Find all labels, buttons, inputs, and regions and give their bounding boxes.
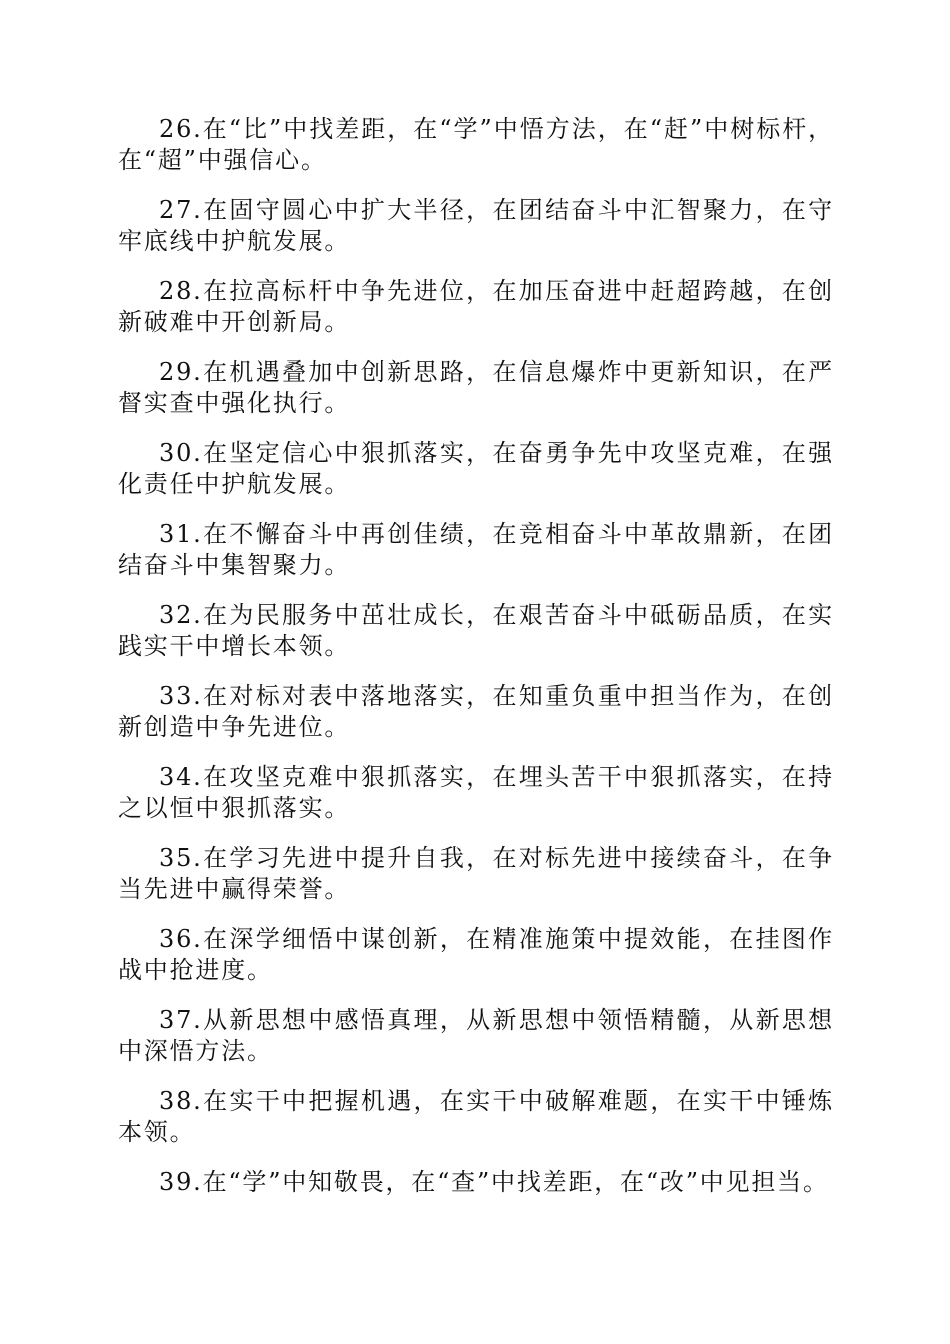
paragraph-37: 37.从新思想中感悟真理，从新思想中领悟精髓，从新思想中深悟方法。 xyxy=(118,1006,834,1065)
paragraph-28: 28.在拉高标杆中争先进位，在加压奋进中赶超跨越，在创新破难中开创新局。 xyxy=(118,277,834,336)
paragraph-30: 30.在坚定信心中狠抓落实，在奋勇争先中攻坚克难，在强化责任中护航发展。 xyxy=(118,439,834,498)
paragraph-29: 29.在机遇叠加中创新思路，在信息爆炸中更新知识，在严督实查中强化执行。 xyxy=(118,358,834,417)
document-page xyxy=(118,114,834,1217)
paragraph-39: 39.在“学”中知敬畏，在“查”中找差距，在“改”中见担当。 xyxy=(159,1168,829,1196)
paragraph-34: 34.在攻坚克难中狠抓落实，在埋头苦干中狠抓落实，在持之以恒中狠抓落实。 xyxy=(118,763,834,822)
paragraph-33: 33.在对标对表中落地落实，在知重负重中担当作为，在创新创造中争先进位。 xyxy=(118,682,834,741)
paragraph-38: 38.在实干中把握机遇，在实干中破解难题，在实干中锤炼本领。 xyxy=(118,1087,834,1146)
paragraph-31: 31.在不懈奋斗中再创佳绩，在竞相奋斗中革故鼎新，在团结奋斗中集智聚力。 xyxy=(118,520,834,579)
paragraph-36: 36.在深学细悟中谋创新，在精准施策中提效能，在挂图作战中抢进度。 xyxy=(118,925,834,984)
paragraph-35: 35.在学习先进中提升自我，在对标先进中接续奋斗，在争当先进中赢得荣誉。 xyxy=(118,844,834,903)
paragraph-26: 26.在“比”中找差距，在“学”中悟方法，在“赶”中树标杆，在“超”中强信心。 xyxy=(118,115,834,174)
paragraph-32: 32.在为民服务中茁壮成长，在艰苦奋斗中砥砺品质，在实践实干中增长本领。 xyxy=(118,601,834,660)
paragraph-27: 27.在固守圆心中扩大半径，在团结奋斗中汇智聚力，在守牢底线中护航发展。 xyxy=(118,196,834,255)
